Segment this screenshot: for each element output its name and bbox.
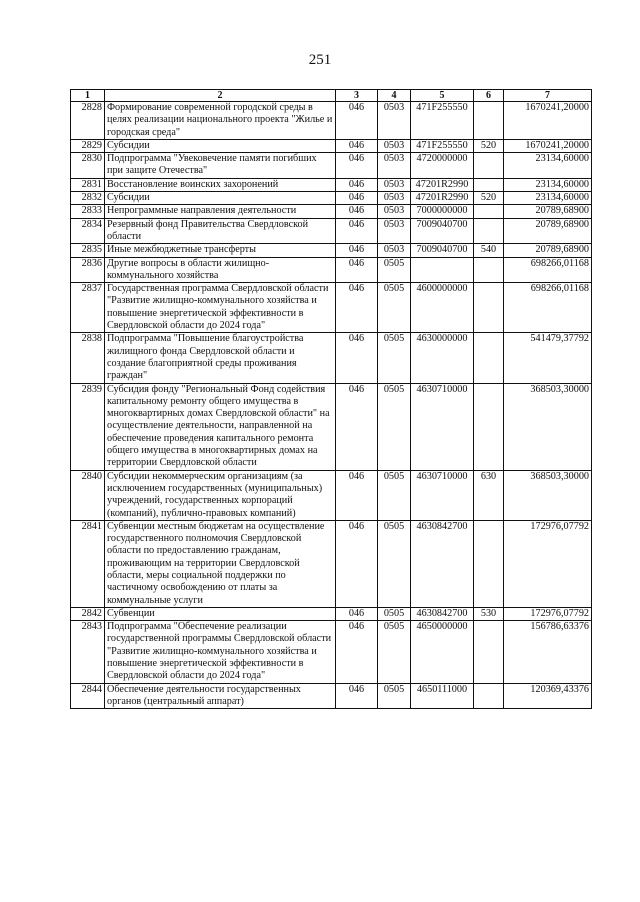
row-number: 2834 bbox=[71, 218, 105, 244]
page-number: 251 bbox=[308, 52, 332, 68]
table-row bbox=[71, 333, 592, 383]
row-number: 2842 bbox=[71, 607, 105, 620]
row-code-5: 4600000000 bbox=[411, 283, 474, 333]
row-code-5: 4650111000 bbox=[411, 683, 474, 709]
row-number: 2831 bbox=[71, 178, 105, 191]
row-amount: 23134,60000 bbox=[504, 153, 592, 179]
table-row bbox=[71, 520, 592, 607]
row-code-3: 046 bbox=[336, 205, 378, 218]
row-name: Субсидия фонду "Региональный Фонд содействия капитальному ремонту общего имущества в многоквартирных домах Свердловской области" на осуществление деятельности, направленной на обеспечение проведения капитального ремонта общего имущества в многоквартирных домах на территории Свердловской области bbox=[105, 383, 336, 470]
table-row bbox=[71, 218, 592, 244]
column-header-1: 1 bbox=[71, 90, 105, 102]
row-name: Иные межбюджетные трансферты bbox=[105, 244, 336, 257]
row-name: Субсидии bbox=[105, 192, 336, 205]
table-row bbox=[71, 192, 592, 205]
row-name: Подпрограмма "Обеспечение реализации государственной программы Свердловской области "Развитие жилищно-коммунального хозяйства и повышение энергетической эффективности в Свердловской области до 2024 года" bbox=[105, 621, 336, 683]
row-number: 2836 bbox=[71, 257, 105, 283]
row-code-4: 0503 bbox=[378, 218, 411, 244]
table-row bbox=[71, 283, 592, 333]
column-header-2: 2 bbox=[105, 90, 336, 102]
row-code-6 bbox=[474, 683, 504, 709]
row-name: Другие вопросы в области жилищно-коммунального хозяйства bbox=[105, 257, 336, 283]
row-number: 2844 bbox=[71, 683, 105, 709]
row-number: 2833 bbox=[71, 205, 105, 218]
table-row bbox=[71, 607, 592, 620]
column-header-6: 6 bbox=[474, 90, 504, 102]
row-name: Обеспечение деятельности государственных органов (центральный аппарат) bbox=[105, 683, 336, 709]
row-code-3: 046 bbox=[336, 607, 378, 620]
row-code-4: 0505 bbox=[378, 621, 411, 683]
table-row bbox=[71, 470, 592, 520]
row-code-6 bbox=[474, 153, 504, 179]
row-code-3: 046 bbox=[336, 218, 378, 244]
row-code-6 bbox=[474, 520, 504, 607]
row-code-4: 0503 bbox=[378, 139, 411, 152]
row-amount: 156786,63376 bbox=[504, 621, 592, 683]
row-amount: 23134,60000 bbox=[504, 192, 592, 205]
row-amount: 698266,01168 bbox=[504, 257, 592, 283]
row-name: Подпрограмма "Увековечение памяти погибших при защите Отечества" bbox=[105, 153, 336, 179]
column-header-4: 4 bbox=[378, 90, 411, 102]
row-amount: 20789,68900 bbox=[504, 244, 592, 257]
column-header-3: 3 bbox=[336, 90, 378, 102]
table-row bbox=[71, 683, 592, 709]
table-row bbox=[71, 178, 592, 191]
row-code-4: 0503 bbox=[378, 102, 411, 140]
row-code-6 bbox=[474, 283, 504, 333]
table-row bbox=[71, 139, 592, 152]
row-code-4: 0505 bbox=[378, 257, 411, 283]
row-code-3: 046 bbox=[336, 139, 378, 152]
row-code-5: 7009040700 bbox=[411, 218, 474, 244]
row-code-6 bbox=[474, 102, 504, 140]
row-code-6: 540 bbox=[474, 244, 504, 257]
row-code-4: 0503 bbox=[378, 153, 411, 179]
row-code-3: 046 bbox=[336, 683, 378, 709]
row-name: Восстановление воинских захоронений bbox=[105, 178, 336, 191]
row-code-3: 046 bbox=[336, 383, 378, 470]
row-code-6: 520 bbox=[474, 192, 504, 205]
row-number: 2840 bbox=[71, 470, 105, 520]
table-row bbox=[71, 244, 592, 257]
row-code-4: 0503 bbox=[378, 178, 411, 191]
row-amount: 172976,07792 bbox=[504, 520, 592, 607]
row-code-3: 046 bbox=[336, 283, 378, 333]
row-name: Формирование современной городской среды в целях реализации национального проекта "Жилье и городская среда" bbox=[105, 102, 336, 140]
table-row bbox=[71, 205, 592, 218]
row-code-6: 630 bbox=[474, 470, 504, 520]
row-code-5: 4630710000 bbox=[411, 383, 474, 470]
row-amount: 20789,68900 bbox=[504, 218, 592, 244]
row-name: Подпрограмма "Повышение благоустройства жилищного фонда Свердловской области и создание благоприятной среды проживания граждан" bbox=[105, 333, 336, 383]
budget-table bbox=[70, 89, 592, 709]
row-code-3: 046 bbox=[336, 102, 378, 140]
table-body bbox=[71, 102, 592, 709]
row-code-5: 47201R2990 bbox=[411, 178, 474, 191]
row-code-6 bbox=[474, 383, 504, 470]
row-code-5: 7000000000 bbox=[411, 205, 474, 218]
row-number: 2837 bbox=[71, 283, 105, 333]
row-code-3: 046 bbox=[336, 621, 378, 683]
row-code-4: 0505 bbox=[378, 383, 411, 470]
row-code-4: 0505 bbox=[378, 470, 411, 520]
row-code-5: 4630842700 bbox=[411, 607, 474, 620]
row-code-3: 046 bbox=[336, 244, 378, 257]
row-name: Субвенции местным бюджетам на осуществление государственного полномочия Свердловской области по предоставлению гражданам, проживающим на территории Свердловской области, меры социальной поддержки по частичному освобождению от платы за коммунальные услуги bbox=[105, 520, 336, 607]
row-code-6: 530 bbox=[474, 607, 504, 620]
row-amount: 172976,07792 bbox=[504, 607, 592, 620]
row-code-6: 520 bbox=[474, 139, 504, 152]
row-code-4: 0505 bbox=[378, 520, 411, 607]
row-code-5: 4630842700 bbox=[411, 520, 474, 607]
row-code-3: 046 bbox=[336, 153, 378, 179]
row-code-3: 046 bbox=[336, 192, 378, 205]
table-row bbox=[71, 102, 592, 140]
row-amount: 541479,37792 bbox=[504, 333, 592, 383]
row-code-4: 0505 bbox=[378, 283, 411, 333]
header-row bbox=[71, 90, 592, 102]
table-row bbox=[71, 153, 592, 179]
row-name: Субвенции bbox=[105, 607, 336, 620]
row-code-3: 046 bbox=[336, 178, 378, 191]
row-code-6 bbox=[474, 205, 504, 218]
row-code-5: 4650000000 bbox=[411, 621, 474, 683]
row-amount: 1670241,20000 bbox=[504, 102, 592, 140]
row-number: 2843 bbox=[71, 621, 105, 683]
row-name: Субсидии некоммерческим организациям (за исключением государственных (муниципальных) учреждений, государственных корпораций (компаний), публично-правовых компаний) bbox=[105, 470, 336, 520]
row-code-6 bbox=[474, 218, 504, 244]
row-number: 2829 bbox=[71, 139, 105, 152]
row-name: Резервный фонд Правительства Свердловской области bbox=[105, 218, 336, 244]
row-name: Субсидии bbox=[105, 139, 336, 152]
row-number: 2839 bbox=[71, 383, 105, 470]
row-amount: 368503,30000 bbox=[504, 470, 592, 520]
table-row bbox=[71, 383, 592, 470]
row-amount: 1670241,20000 bbox=[504, 139, 592, 152]
row-code-5 bbox=[411, 257, 474, 283]
row-number: 2835 bbox=[71, 244, 105, 257]
row-number: 2832 bbox=[71, 192, 105, 205]
row-code-5: 7009040700 bbox=[411, 244, 474, 257]
row-number: 2838 bbox=[71, 333, 105, 383]
column-header-7: 7 bbox=[504, 90, 592, 102]
row-code-5: 471F255550 bbox=[411, 102, 474, 140]
row-code-4: 0503 bbox=[378, 205, 411, 218]
row-amount: 20789,68900 bbox=[504, 205, 592, 218]
table-row bbox=[71, 621, 592, 683]
column-header-5: 5 bbox=[411, 90, 474, 102]
row-code-4: 0503 bbox=[378, 244, 411, 257]
row-amount: 368503,30000 bbox=[504, 383, 592, 470]
row-name: Непрограммные направления деятельности bbox=[105, 205, 336, 218]
row-number: 2828 bbox=[71, 102, 105, 140]
table-row bbox=[71, 257, 592, 283]
row-code-5: 4630710000 bbox=[411, 470, 474, 520]
row-code-6 bbox=[474, 333, 504, 383]
row-code-3: 046 bbox=[336, 333, 378, 383]
row-code-5: 4720000000 bbox=[411, 153, 474, 179]
row-code-5: 471F255550 bbox=[411, 139, 474, 152]
row-code-4: 0505 bbox=[378, 607, 411, 620]
row-code-6 bbox=[474, 178, 504, 191]
row-code-3: 046 bbox=[336, 257, 378, 283]
row-amount: 23134,60000 bbox=[504, 178, 592, 191]
row-code-4: 0503 bbox=[378, 192, 411, 205]
row-code-5: 4630000000 bbox=[411, 333, 474, 383]
row-code-6 bbox=[474, 257, 504, 283]
row-amount: 120369,43376 bbox=[504, 683, 592, 709]
row-amount: 698266,01168 bbox=[504, 283, 592, 333]
row-code-4: 0505 bbox=[378, 333, 411, 383]
row-number: 2841 bbox=[71, 520, 105, 607]
row-code-3: 046 bbox=[336, 470, 378, 520]
row-code-4: 0505 bbox=[378, 683, 411, 709]
row-name: Государственная программа Свердловской области "Развитие жилищно-коммунального хозяйства и повышение энергетической эффективности в Свердловской области до 2024 года" bbox=[105, 283, 336, 333]
row-code-6 bbox=[474, 621, 504, 683]
row-code-3: 046 bbox=[336, 520, 378, 607]
row-code-5: 47201R2990 bbox=[411, 192, 474, 205]
row-number: 2830 bbox=[71, 153, 105, 179]
